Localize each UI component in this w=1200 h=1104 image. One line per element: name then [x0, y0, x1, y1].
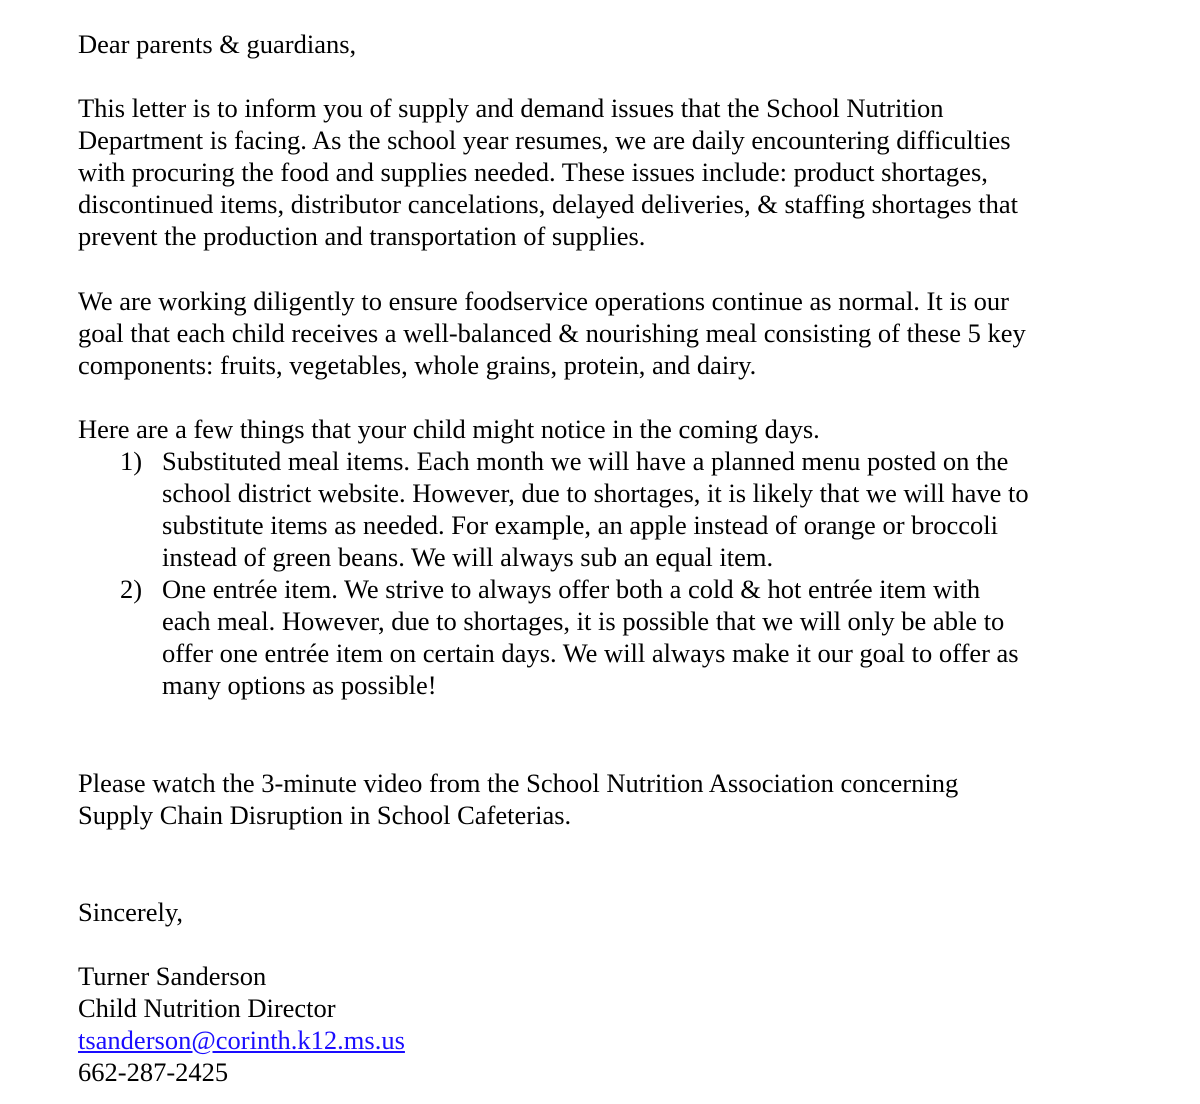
- paragraph-line: with procuring the food and supplies needed. These issues include: product shortages,: [78, 157, 988, 187]
- video-note-line: Please watch the 3-minute video from the School Nutrition Association concerning: [78, 768, 959, 798]
- video-note-line: Supply Chain Disruption in School Cafeterias.: [78, 800, 572, 830]
- paragraph-line: components: fruits, vegetables, whole grains, protein, and dairy.: [78, 350, 757, 380]
- signer-title: Child Nutrition Director: [78, 993, 336, 1023]
- paragraph-line: goal that each child receives a well-balanced & nourishing meal consisting of these 5 key: [78, 318, 1026, 348]
- list-item-substituted-meals: [78, 445, 1029, 573]
- list-item-line: instead of green beans. We will always sub an equal item.: [162, 542, 774, 572]
- list-intro: Here are a few things that your child might notice in the coming days.: [78, 414, 820, 444]
- list-number: 2): [120, 574, 143, 604]
- greeting-text: Dear parents & guardians,: [78, 29, 357, 59]
- paragraph-line: prevent the production and transportation of supplies.: [78, 221, 646, 251]
- paragraph-line: This letter is to inform you of supply and demand issues that the School Nutrition: [78, 93, 944, 123]
- list-item-line: One entrée item. We strive to always offer both a cold & hot entrée item with: [162, 574, 981, 604]
- list-item-line: each meal. However, due to shortages, it is possible that we will only be able to: [162, 606, 1005, 636]
- closing: [78, 896, 183, 928]
- paragraph-line: discontinued items, distributor cancelations, delayed deliveries, & staffing shortages that: [78, 189, 1019, 219]
- email-link[interactable]: tsanderson@corinth.k12.ms.us: [78, 1025, 405, 1055]
- paragraph-line: Department is facing. As the school year resumes, we are daily encountering difficulties: [78, 125, 1011, 155]
- list-number: 1): [120, 446, 143, 476]
- list-item-line: many options as possible!: [162, 670, 437, 700]
- closing-text: Sincerely,: [78, 897, 183, 927]
- list-item-line: Substituted meal items. Each month we will have a planned menu posted on the: [162, 446, 1009, 476]
- list-item-line: substitute items as needed. For example, an apple instead of orange or broccoli: [162, 510, 998, 540]
- notice-list-section: [78, 413, 1029, 701]
- signature-block: [78, 960, 405, 1088]
- paragraph-supply-issues: [78, 92, 1018, 252]
- signer-phone: 662-287-2425: [78, 1057, 229, 1087]
- list-item-one-entree: [78, 573, 1029, 701]
- list-item-line: offer one entrée item on certain days. We will always make it our goal to offer as: [162, 638, 1019, 668]
- greeting: [78, 28, 356, 60]
- video-note: [78, 767, 958, 831]
- signer-name: Turner Sanderson: [78, 961, 267, 991]
- paragraph-meal-goals: [78, 285, 1026, 381]
- list-item-line: school district website. However, due to shortages, it is likely that we will have to: [162, 478, 1029, 508]
- signer-email-line: [78, 1024, 405, 1056]
- paragraph-line: We are working diligently to ensure foodservice operations continue as normal. It is our: [78, 286, 1009, 316]
